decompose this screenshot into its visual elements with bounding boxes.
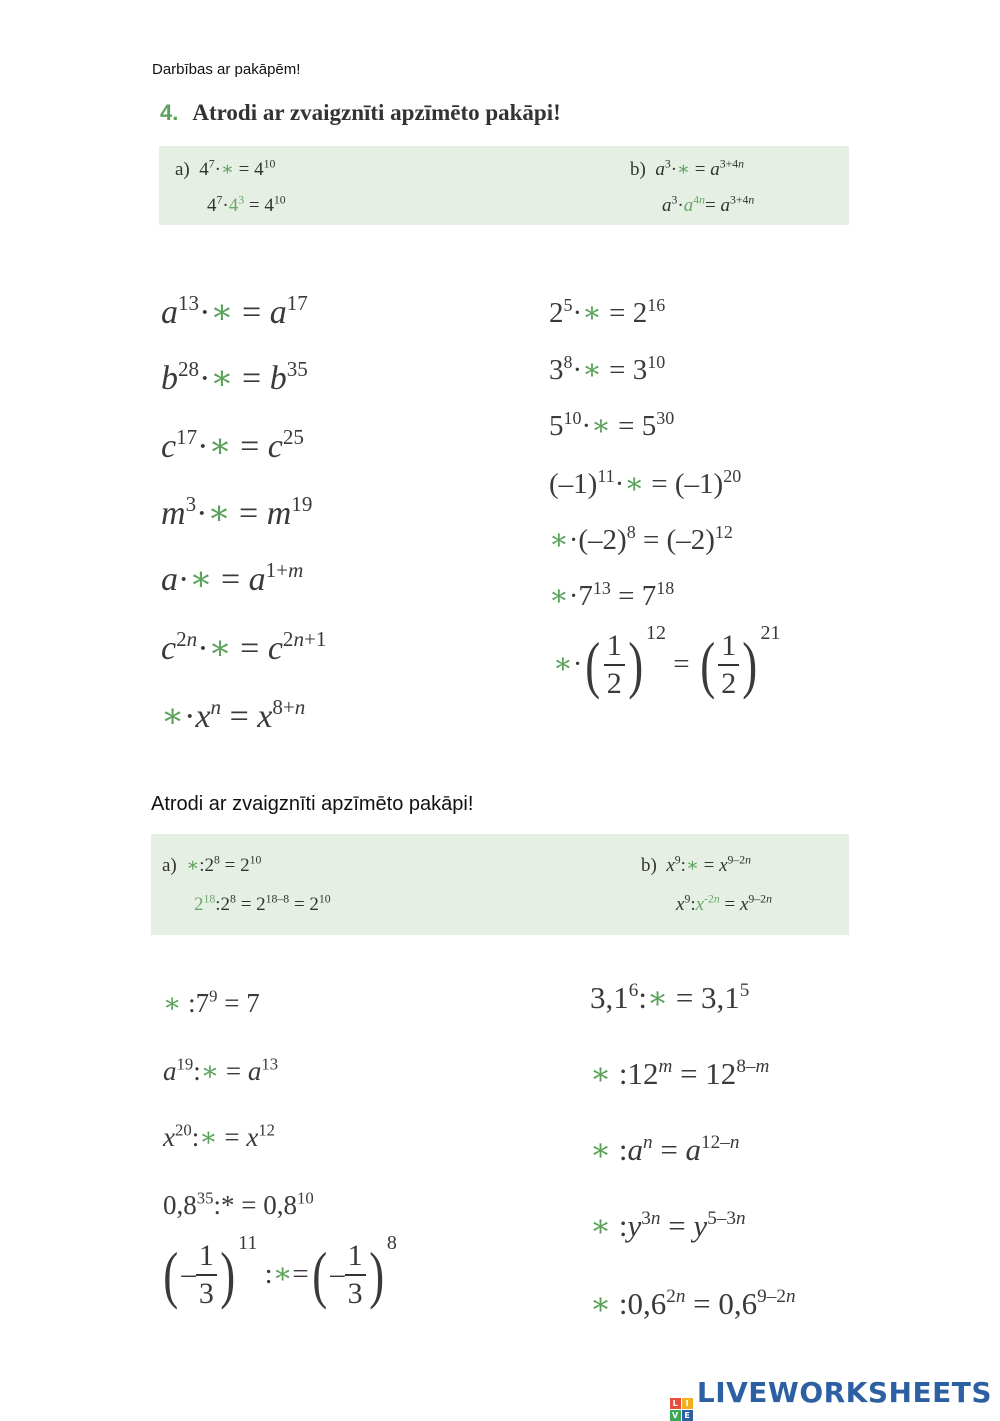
example2-b-label: b) — [641, 855, 657, 876]
task-18[interactable]: $0,8^{35}:* = 0,8^{10}$ — [163, 1188, 314, 1220]
task-23[interactable]: ∗ $:y^{3n} = y^{5-3n}$ — [590, 1208, 746, 1243]
task-13[interactable]: $∗\cdot 7^{13} = 7^{18}$ — [549, 577, 675, 612]
example2-a-line2: $2^{18}:2^8 = 2^{18-8} = 2^{10}$ — [194, 892, 331, 915]
task-10[interactable]: $5^{10}\cdot∗ = 5^{30}$ — [549, 407, 675, 442]
exercise-number: 4. — [160, 100, 179, 125]
example-a-line2: $4^7\cdot 4^3 = 4^{10}$ — [207, 193, 286, 216]
task-5[interactable]: a·∗ = $a^{1+m}$ — [161, 557, 304, 598]
task-7[interactable]: $∗\cdot x^n = x^{8+n}$ — [161, 694, 306, 735]
task-19[interactable]: ( – $\frac{1}{3}$ ) $^{11}$ :∗=( – $\frac{1}{3}$ ) $^8$ — [163, 1232, 397, 1310]
example2-a-line1: a) $∗:2^8 = 2^{10}$ — [162, 853, 262, 876]
task-9[interactable]: $3^8\cdot∗ = 3^{10}$ — [549, 351, 666, 386]
example-b-label: b) — [630, 159, 646, 180]
task-12[interactable]: $∗\cdot(-2)^8 = (-2)^{12}$ — [549, 521, 733, 556]
task-11[interactable]: $(-1)^{11}\cdot∗ = (-1)^{20}$ — [549, 465, 742, 500]
task-24[interactable]: ∗ $:0,6^{2n} = 0,6^{9-2n}$ — [590, 1286, 796, 1321]
example2-b-line2: $x^9:x^{-2n} = x^{9-2n}$ — [676, 892, 772, 915]
task-16[interactable]: $a^{19}:∗ = a^{13}$ — [163, 1054, 279, 1086]
exercise-title: Atrodi ar zvaigznīti apzīmēto pakāpi! — [192, 100, 561, 125]
task-3[interactable]: $c^{17}\cdot∗ = c^{25}$ — [161, 424, 304, 465]
topic-title: Darbības ar pakāpēm! — [152, 61, 301, 78]
task-15[interactable]: ∗ $:7^9 = 7$ — [163, 986, 260, 1018]
task-14[interactable]: ∗·( $\frac{1}{2}$ ) $^{12}$ = ( $\frac{1}{2}$ ) $^{21}$ — [553, 622, 781, 700]
task-20[interactable]: $3,1^6:∗ = 3,1^5$ — [590, 980, 750, 1015]
task-1[interactable]: $a^{13}\cdot∗ = a^{17}$ — [161, 290, 308, 331]
example-a-line1: a) $4^7\cdot∗ = 4^{10}$ — [175, 157, 276, 180]
example2-b-line1: b) $x^9:∗ = x^{9-2n}$ — [641, 853, 752, 876]
example-box-2 — [151, 834, 849, 935]
example-b-line1: b) $a^3\cdot∗ = a^{3+4n}$ — [630, 157, 744, 180]
liveworksheets-logo — [670, 1376, 992, 1421]
example2-a-label: a) — [162, 855, 177, 876]
task-2[interactable]: $b^{28}\cdot∗ = b^{35}$ — [161, 356, 308, 397]
task-8[interactable]: $2^5\cdot∗ = 2^{16}$ — [549, 294, 666, 329]
task-6[interactable]: $c^{2n}\cdot∗ = c^{2n+1}$ — [161, 626, 327, 667]
brand-text: LIVEWORKSHEETS — [696, 1376, 992, 1409]
logo-icon: L I V E — [670, 1398, 693, 1421]
exercise-heading — [160, 100, 561, 126]
example-a-label: a) — [175, 159, 190, 180]
task-4[interactable]: $m^3\cdot∗ = m^{19}$ — [161, 491, 313, 532]
example-b-line2: $a^3\cdot a^{4n}= a^{3+4n}$ — [662, 193, 755, 216]
task-21[interactable]: ∗ $:12^m = 12^{8-m}$ — [590, 1056, 770, 1091]
section2-title: Atrodi ar zvaigznīti apzīmēto pakāpi! — [151, 793, 474, 815]
task-17[interactable]: $x^{20}:∗ = x^{12}$ — [163, 1120, 276, 1152]
task-22[interactable]: ∗ $:a^n = a^{12-n}$ — [590, 1132, 740, 1167]
